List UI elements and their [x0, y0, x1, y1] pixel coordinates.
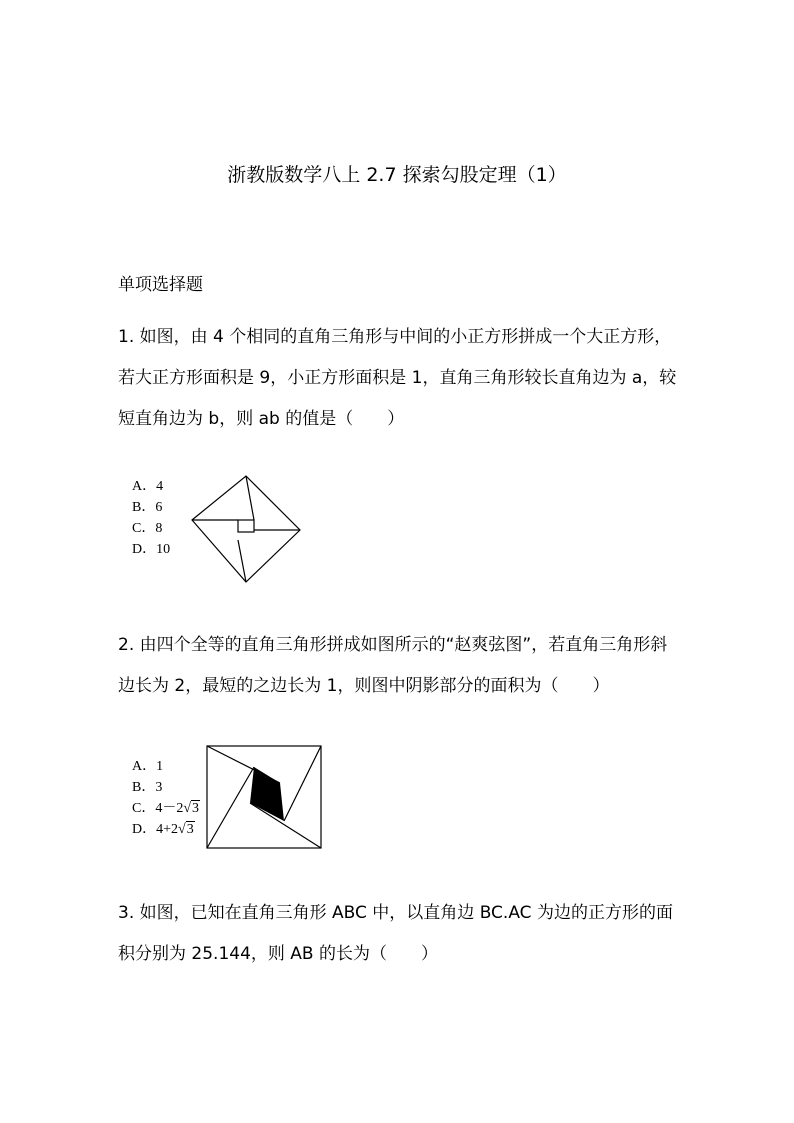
- option-d: D．10: [132, 542, 171, 557]
- option-a: A．1: [132, 759, 164, 774]
- option-d: D．4+2√3: [132, 819, 200, 840]
- question-2-options: [132, 756, 200, 840]
- question-2-figure: [206, 745, 322, 849]
- question-1-figure: [190, 474, 302, 584]
- triangle-hypotenuse: [250, 803, 321, 848]
- section-heading: 单项选择题: [118, 275, 203, 295]
- triangle-hypotenuse: [207, 767, 254, 848]
- option-b: B．3: [132, 780, 163, 795]
- inner-square: [238, 520, 254, 532]
- question-1-options: [132, 476, 170, 560]
- option-b: B．6: [132, 500, 163, 515]
- sqrt-symbol: √3: [178, 822, 194, 837]
- triangle-leg: [238, 540, 246, 582]
- option-a: A．4: [132, 479, 164, 494]
- question-1-text: 1. 如图，由 4 个相同的直角三角形与中间的小正方形拼成一个大正方形，若大正方形面积是 9，小正方形面积是 1，直角三角形较长直角边为 a，较短直角边为 b，则 ab 的值是（ ）: [118, 327, 677, 429]
- option-c: C．8: [132, 521, 163, 536]
- shaded-square: [250, 767, 284, 821]
- question-2-text: 2. 由四个全等的直角三角形拼成如图所示的“赵爽弦图”，若直角三角形斜边长为 2，最短的之边长为 1，则图中阴影部分的面积为（ ）: [118, 635, 668, 696]
- option-c: C．4－2√3: [132, 798, 200, 819]
- page-title: 浙教版数学八上 2.7 探索勾股定理（1）: [227, 164, 567, 186]
- question-3-text: 3. 如图，已知在直角三角形 ABC 中，以直角边 BC.AC 为边的正方形的面积分别为 25.144，则 AB 的长为（ ）: [118, 903, 673, 964]
- outer-square: [192, 476, 300, 582]
- sqrt-symbol: √3: [183, 801, 200, 816]
- triangle-hypotenuse: [284, 746, 321, 821]
